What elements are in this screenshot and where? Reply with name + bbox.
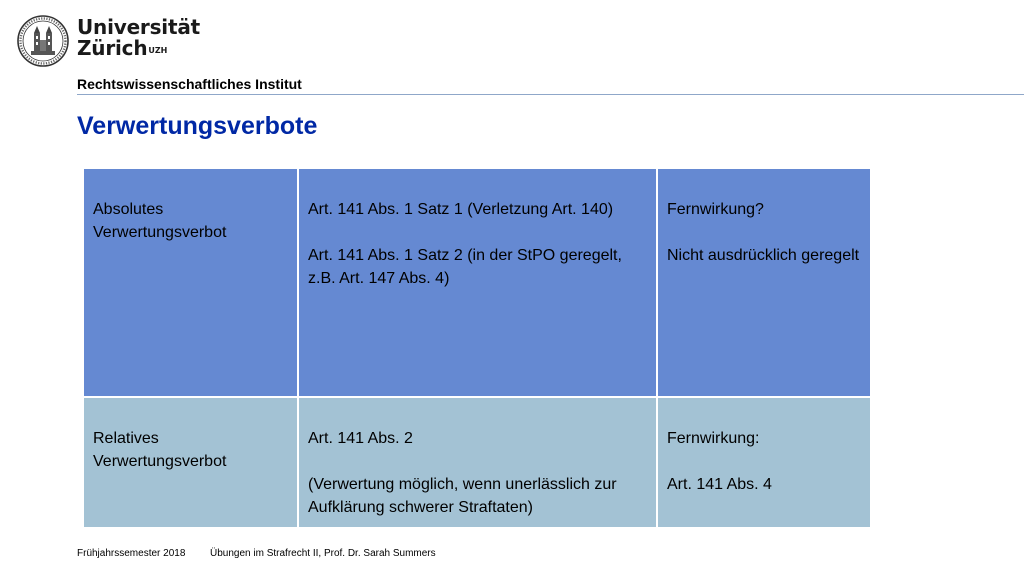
cell-paragraph: Art. 141 Abs. 4 [667,476,772,493]
cell-text: Verwertungsverbot [93,453,227,470]
university-city: Zürich [77,36,148,60]
cell-paragraph: Art. 141 Abs. 1 Satz 1 (Verletzung Art. 140) [308,201,614,218]
university-name-line2 [77,38,200,59]
cell-text: Relatives [93,430,159,447]
cell-paragraph: Fernwirkung: [667,430,760,447]
university-abbreviation: UZH [148,46,168,55]
footer-course: Übungen im Strafrecht II, Prof. Dr. Sarah Summers [210,548,436,559]
cell-fernwirkung-relative [657,397,871,528]
cell-paragraph: Art. 141 Abs. 2 [308,430,413,447]
table-row-absolute [83,168,871,397]
verwertungsverbote-table [82,167,872,529]
footer-semester: Frühjahrssemester 2018 [77,548,186,559]
cell-paragraph: (Verwertung möglich, wenn unerlässlich zur Aufklärung schwerer Straftaten) [308,476,617,516]
cell-paragraph: Art. 141 Abs. 1 Satz 2 (in der StPO geregelt, z.B. Art. 147 Abs. 4) [308,247,622,287]
university-name-line1: Universität [77,15,200,39]
university-name [77,17,200,59]
cell-text: Absolutes [93,201,164,218]
table-row-relative [83,397,871,528]
cell-articles-relative [298,397,657,528]
cell-fernwirkung-absolute [657,168,871,397]
university-seal-icon [17,15,69,67]
institute-name: Rechtswissenschaftliches Institut [77,76,302,92]
cell-type-absolute [83,168,298,397]
cell-text: Verwertungsverbot [93,224,227,241]
slide-title: Verwertungsverbote [77,112,318,140]
cell-paragraph: Fernwirkung? [667,201,764,218]
cell-type-relative [83,397,298,528]
header-divider [77,94,1024,95]
cell-paragraph: Nicht ausdrücklich geregelt [667,247,860,264]
cell-articles-absolute [298,168,657,397]
